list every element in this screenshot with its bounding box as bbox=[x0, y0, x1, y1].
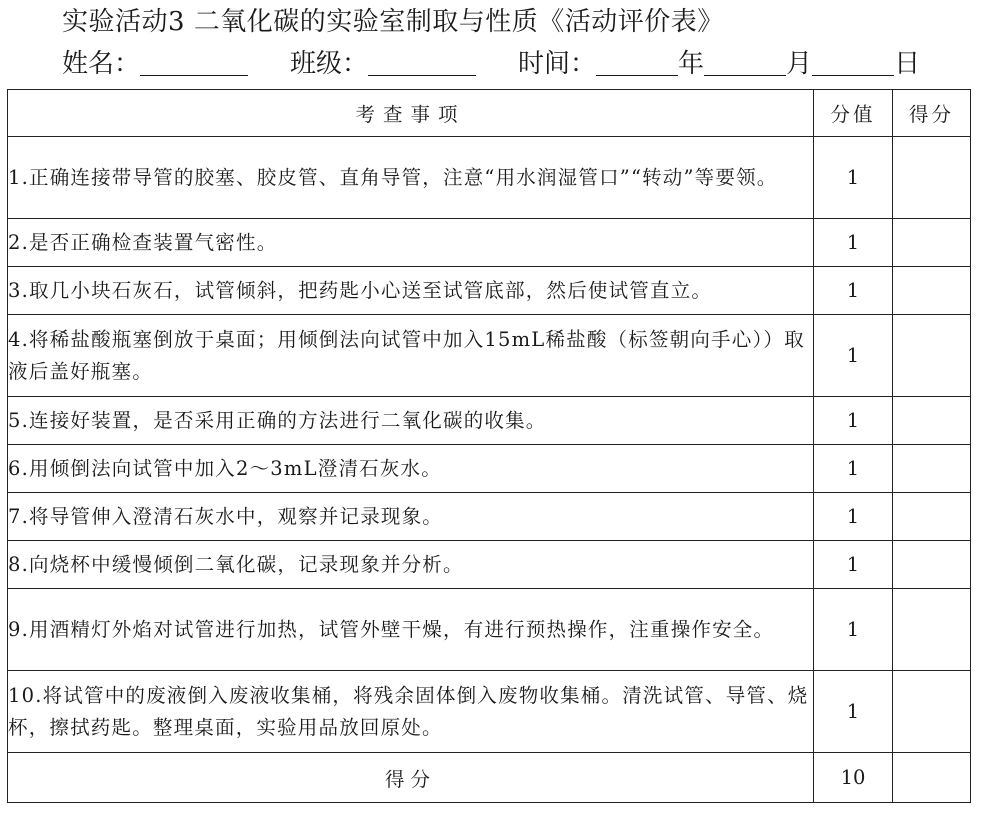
day-field[interactable] bbox=[812, 47, 894, 76]
class-label: 班级： bbox=[290, 49, 369, 79]
month-label: 月 bbox=[786, 49, 813, 79]
name-label: 姓名： bbox=[62, 49, 141, 79]
evaluation-table bbox=[7, 89, 971, 803]
table-row bbox=[8, 445, 971, 493]
name-field[interactable] bbox=[140, 47, 248, 76]
row-item: 1.正确连接带导管的胶塞、胶皮管、直角导管，注意“用水润湿管口”“转动”等要领。 bbox=[8, 137, 814, 219]
year-field[interactable] bbox=[596, 47, 678, 76]
row-item: 7.将导管伸入澄清石灰水中，观察并记录现象。 bbox=[8, 493, 814, 541]
row-score: 1 bbox=[814, 219, 893, 267]
total-score: 10 bbox=[814, 753, 893, 803]
total-label: 得分 bbox=[8, 753, 814, 803]
row-score: 1 bbox=[814, 397, 893, 445]
year-label: 年 bbox=[678, 49, 705, 79]
row-got-cell[interactable] bbox=[893, 671, 971, 753]
table-row bbox=[8, 315, 971, 397]
header-item: 考查事项 bbox=[8, 90, 814, 137]
row-score: 1 bbox=[814, 267, 893, 315]
row-got-cell[interactable] bbox=[893, 541, 971, 589]
table-header-row bbox=[8, 90, 971, 137]
table-row bbox=[8, 493, 971, 541]
row-item: 3.取几小块石灰石，试管倾斜，把药匙小心送至试管底部，然后使试管直立。 bbox=[8, 267, 814, 315]
row-score: 1 bbox=[814, 315, 893, 397]
table-row bbox=[8, 219, 971, 267]
row-got-cell[interactable] bbox=[893, 219, 971, 267]
row-item: 2.是否正确检查装置气密性。 bbox=[8, 219, 814, 267]
total-got-cell[interactable] bbox=[893, 753, 971, 803]
row-item: 4.将稀盐酸瓶塞倒放于桌面；用倾倒法向试管中加入15mL稀盐酸（标签朝向手心））取液后盖好瓶塞。 bbox=[8, 315, 814, 397]
table-row bbox=[8, 589, 971, 671]
row-item: 8.向烧杯中缓慢倾倒二氧化碳，记录现象并分析。 bbox=[8, 541, 814, 589]
row-score: 1 bbox=[814, 541, 893, 589]
table-row bbox=[8, 671, 971, 753]
class-field[interactable] bbox=[368, 47, 476, 76]
page-title: 实验活动3 二氧化碳的实验室制取与性质《活动评价表》 bbox=[62, 7, 724, 37]
row-got-cell[interactable] bbox=[893, 315, 971, 397]
row-item: 6.用倾倒法向试管中加入2～3mL澄清石灰水。 bbox=[8, 445, 814, 493]
row-score: 1 bbox=[814, 493, 893, 541]
table-row bbox=[8, 397, 971, 445]
table-row bbox=[8, 267, 971, 315]
row-item: 5.连接好装置，是否采用正确的方法进行二氧化碳的收集。 bbox=[8, 397, 814, 445]
total-row bbox=[8, 753, 971, 803]
row-score: 1 bbox=[814, 671, 893, 753]
row-score: 1 bbox=[814, 589, 893, 671]
row-score: 1 bbox=[814, 137, 893, 219]
row-got-cell[interactable] bbox=[893, 267, 971, 315]
day-label: 日 bbox=[894, 49, 921, 79]
header-got: 得分 bbox=[893, 90, 971, 137]
row-item: 10.将试管中的废液倒入废液收集桶，将残余固体倒入废物收集桶。清洗试管、导管、烧杯，擦拭药匙。整理桌面，实验用品放回原处。 bbox=[8, 671, 814, 753]
row-got-cell[interactable] bbox=[893, 137, 971, 219]
row-got-cell[interactable] bbox=[893, 397, 971, 445]
student-info-row bbox=[62, 46, 920, 82]
row-got-cell[interactable] bbox=[893, 493, 971, 541]
row-score: 1 bbox=[814, 445, 893, 493]
time-label: 时间： bbox=[518, 49, 597, 79]
row-item: 9.用酒精灯外焰对试管进行加热，试管外壁干燥，有进行预热操作，注重操作安全。 bbox=[8, 589, 814, 671]
row-got-cell[interactable] bbox=[893, 445, 971, 493]
table-row bbox=[8, 541, 971, 589]
month-field[interactable] bbox=[704, 47, 786, 76]
row-got-cell[interactable] bbox=[893, 589, 971, 671]
header-score: 分值 bbox=[814, 90, 893, 137]
table-row bbox=[8, 137, 971, 219]
